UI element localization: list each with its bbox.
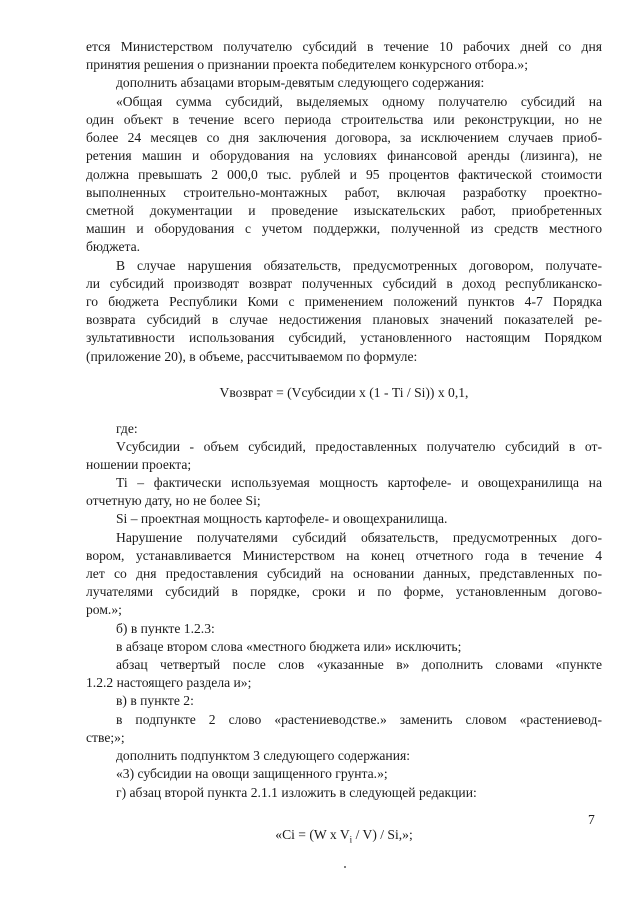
text-line: Нарушение получателями субсидий обязательств, предусмотренных дого- bbox=[116, 530, 602, 545]
text-line: принятия решения о признании проекта победителем конкурсного отбора.»; bbox=[86, 57, 528, 72]
text-line: г) абзац второй пункта 2.1.1 изложить в следующей редакции: bbox=[116, 785, 477, 800]
text-line: дополнить абзацами вторым-девятым следующего содержания: bbox=[116, 75, 485, 90]
text-line: бюджета. bbox=[86, 239, 141, 254]
text-line: выполненных строительно-монтажных работ, включая разработку проектно- bbox=[86, 185, 602, 200]
text-line: ром.»; bbox=[86, 602, 122, 617]
text-line: лет со дня предоставления субсидий на основании данных, представленных по- bbox=[86, 566, 602, 581]
text-line: «Общая сумма субсидий, выделяемых одному получателю субсидий на bbox=[116, 94, 602, 109]
text-line: лучателями субсидий в порядке, сроки и по форме, установленным догово- bbox=[86, 584, 602, 599]
text-line: должна превышать 2 000,0 тыс. рублей и 95 процентов фактической стоимости bbox=[86, 167, 602, 182]
text-line: зультативности использования субсидий, установленного настоящим Порядком bbox=[86, 330, 602, 345]
text-line: один объект в течение всего периода строительства или реконструкции, но не bbox=[86, 112, 602, 127]
text-line: б) в пункте 1.2.3: bbox=[116, 621, 215, 636]
formula-part: / V) / Si,»; bbox=[352, 827, 413, 842]
formula-subscript: i bbox=[349, 834, 353, 845]
text-line: сметной документации и проведение изыскательских работ, приобретенных bbox=[86, 203, 602, 218]
text-line: в абзаце втором слова «местного бюджета или» исключить; bbox=[116, 639, 462, 654]
text-line: ношении проекта; bbox=[86, 457, 192, 472]
text-line: возврата субсидий в случае недостижения плановых значений показателей ре- bbox=[86, 312, 602, 327]
text-line: Si – проектная мощность картофеле- и овощехранилища. bbox=[116, 511, 448, 526]
page-number: 7 bbox=[588, 812, 595, 827]
text-line: ретения машин и оборудования на условиях финансовой аренды (лизинга), не bbox=[86, 148, 602, 163]
text-line: Vсубсидии - объем субсидий, предоставленных получателю субсидий в от- bbox=[116, 439, 602, 454]
text-line: 1.2.2 настоящего раздела и»; bbox=[86, 675, 252, 690]
formula-part: «Ci = (W x V bbox=[275, 827, 350, 842]
text-line: отчетную дату, но не более Si; bbox=[86, 493, 261, 508]
text-line: в) в пункте 2: bbox=[116, 693, 194, 708]
scan-speck bbox=[344, 866, 346, 868]
text-line: дополнить подпунктом 3 следующего содержания: bbox=[116, 748, 411, 763]
text-line: Ti – фактически используемая мощность картофеле- и овощехранилища на bbox=[116, 475, 602, 490]
text-line: где: bbox=[116, 421, 138, 436]
text-line: вором, устанавливается Министерством на конец отчетного года в течение 4 bbox=[86, 548, 602, 563]
text-line: ется Министерством получателю субсидий в течение 10 рабочих дней со дня bbox=[86, 39, 602, 54]
text-line: более 24 месяцев со дня заключения договора, за исключением случаев приоб- bbox=[86, 130, 602, 145]
text-line: «3) субсидии на овощи защищенного грунта.»; bbox=[116, 766, 388, 781]
text-line: го бюджета Республики Коми с применением положений пунктов 4-7 Порядка bbox=[86, 294, 602, 309]
text-line: машин и оборудования с учетом поддержки, полученной из средств местного bbox=[86, 221, 602, 236]
text-line: в подпункте 2 слово «растениеводстве.» заменить словом «растениевод- bbox=[116, 712, 602, 727]
text-line: В случае нарушения обязательств, предусмотренных договором, получате- bbox=[116, 258, 602, 273]
formula-line: Vвозврат = (Vсубсидии х (1 - Ti / Si)) х 0,1, bbox=[219, 385, 469, 400]
text-line: абзац четвертый после слов «указанные в» дополнить словами «пункте bbox=[116, 657, 602, 672]
text-line: (приложение 20), в объеме, рассчитываемом по формуле: bbox=[86, 349, 418, 364]
formula-line bbox=[86, 826, 602, 843]
text-line: стве;»; bbox=[86, 730, 125, 745]
text-line: ли субсидий производят возврат полученных субсидий в доход республиканско- bbox=[86, 276, 602, 291]
